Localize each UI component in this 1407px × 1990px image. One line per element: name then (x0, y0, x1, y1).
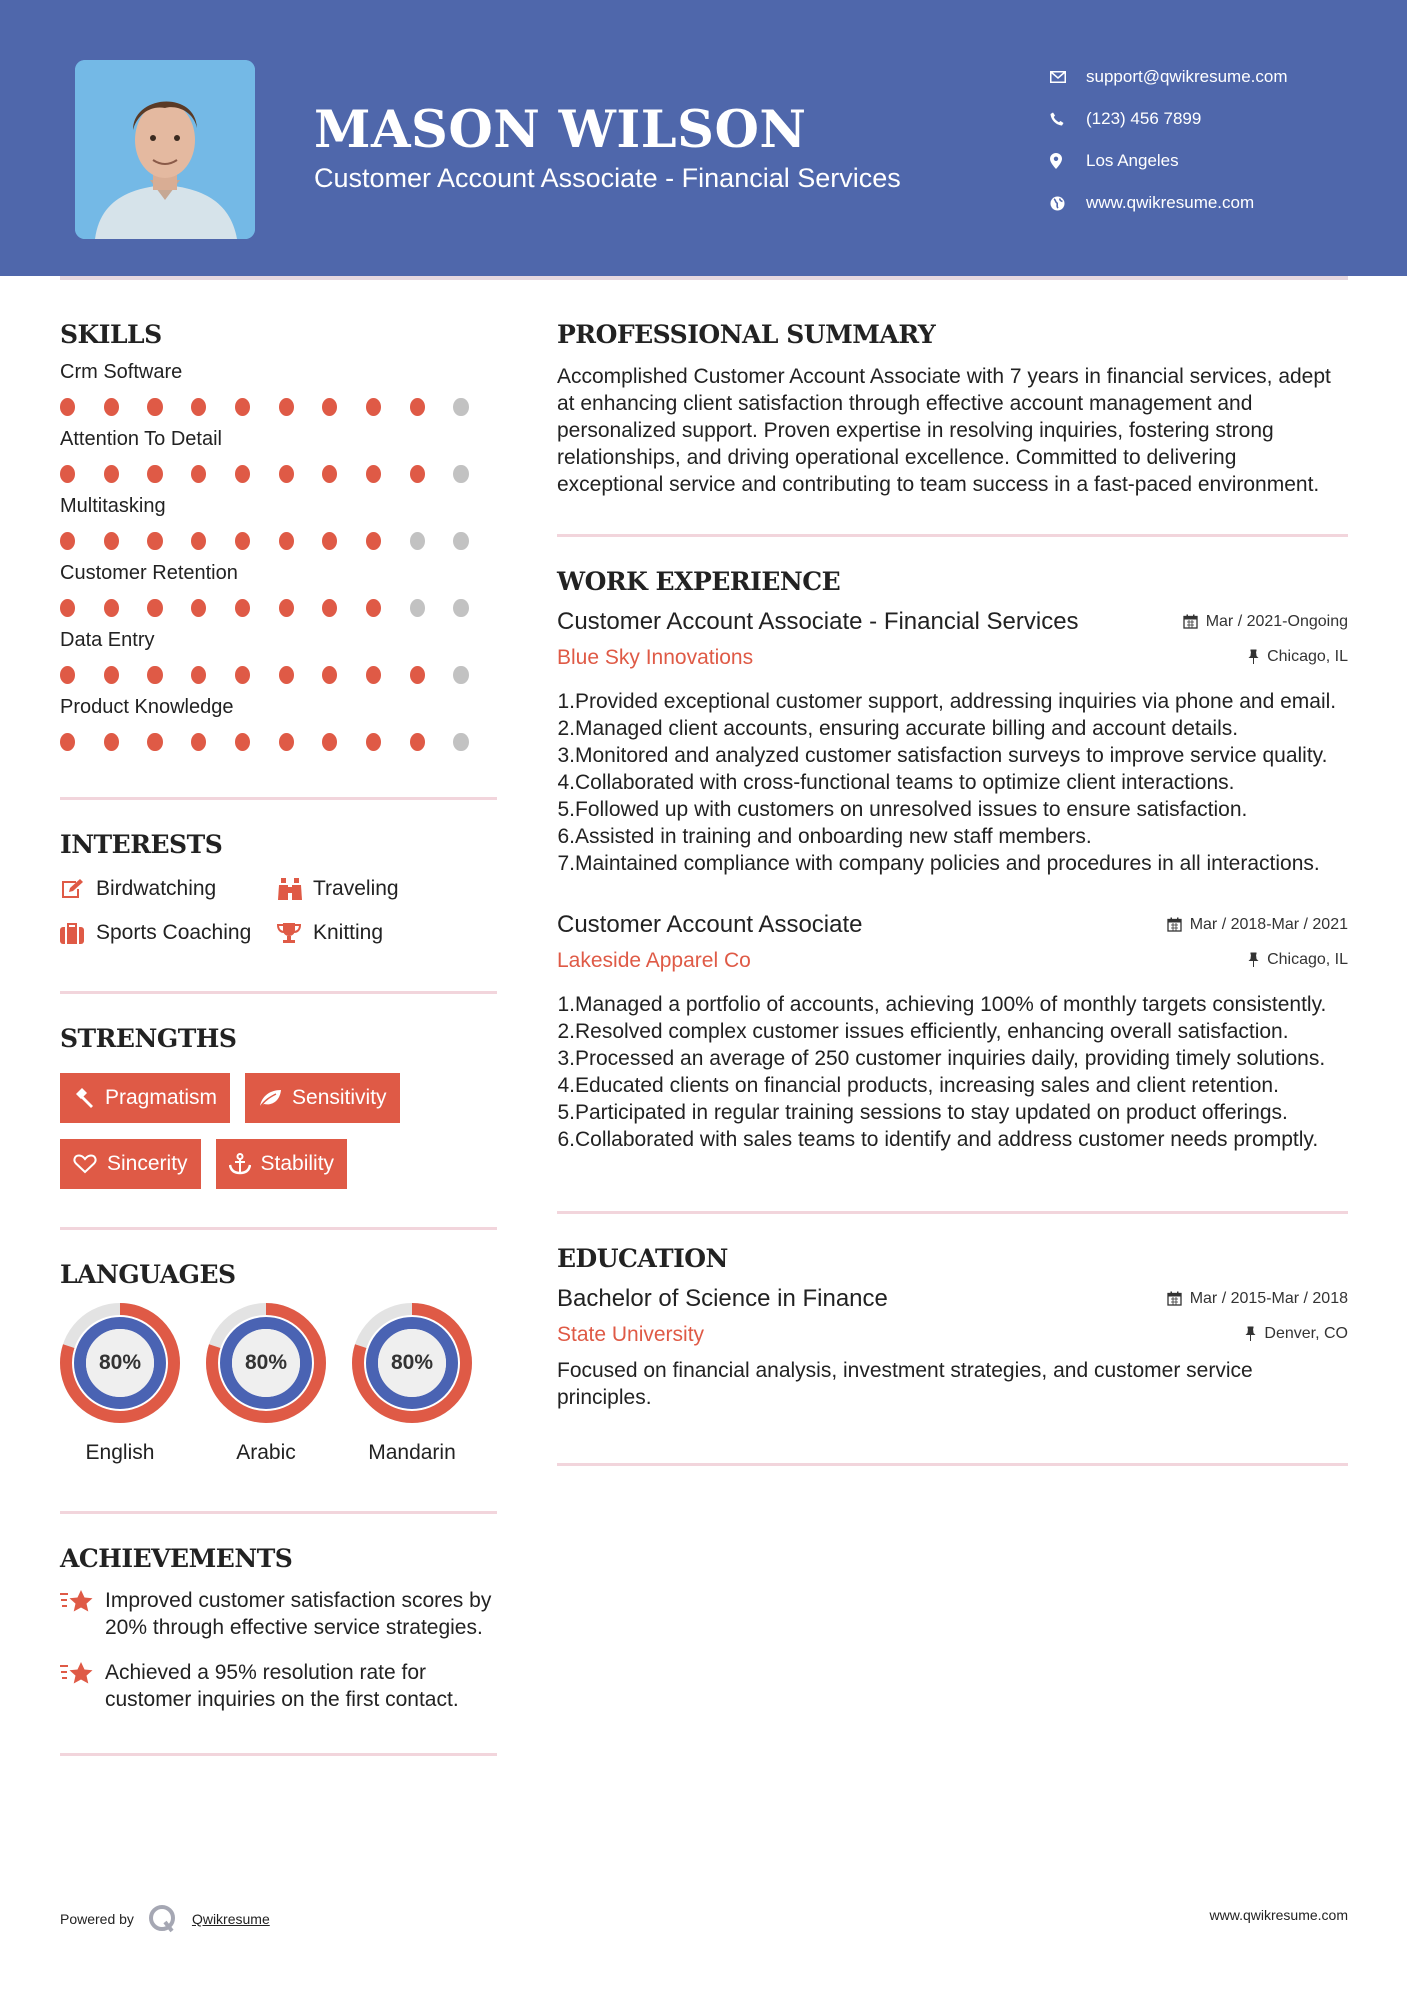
contact-email-text: support@qwikresume.com (1086, 67, 1288, 86)
section-divider (60, 1511, 497, 1514)
heart-icon (73, 1154, 97, 1174)
summary-section (557, 320, 1348, 498)
skill-name: Crm Software (60, 361, 183, 383)
phone-icon (1050, 112, 1086, 126)
contact-location (1050, 140, 1288, 182)
language-item (352, 1303, 472, 1465)
contact-list (1050, 56, 1288, 224)
job-bullet (557, 1072, 1348, 1099)
contact-location-text: Los Angeles (1086, 151, 1179, 170)
strength-label: Sensitivity (292, 1086, 387, 1109)
skill-dot (279, 733, 294, 751)
achievement-item (60, 1587, 497, 1641)
left-column (60, 320, 497, 1756)
skill-dot (453, 398, 468, 416)
interests-section (60, 830, 497, 945)
bullet-number: 3. (557, 744, 575, 767)
contact-website-text: www.qwikresume.com (1086, 193, 1255, 212)
skill-dot (104, 465, 119, 483)
language-percent: 80% (390, 1351, 434, 1374)
bullet-number: 4. (557, 771, 575, 794)
skill-item (60, 629, 497, 684)
language-item (60, 1303, 180, 1465)
skill-dot (147, 733, 162, 751)
skill-rating (60, 666, 497, 684)
skill-dot (147, 465, 162, 483)
skill-dot (104, 532, 119, 550)
skill-dot (453, 666, 468, 684)
skill-dot (322, 666, 337, 684)
candidate-name: MASON WILSON (314, 100, 807, 160)
bullet-number: 5. (557, 798, 575, 821)
interest-label: Birdwatching (96, 877, 217, 900)
skill-dot (410, 465, 425, 483)
job-bullet (557, 1099, 1348, 1126)
pushpin-icon (1245, 1326, 1256, 1341)
skill-dot (104, 666, 119, 684)
language-percent: 80% (244, 1351, 288, 1374)
job-bullet (557, 991, 1348, 1018)
bullet-text: Resolved complex customer issues efficiently, enhancing overall satisfaction. (575, 1020, 1289, 1043)
skill-dot (191, 733, 206, 751)
strength-badge (60, 1073, 230, 1123)
skill-item (60, 495, 497, 550)
interests-list (60, 877, 497, 945)
skill-dot (410, 666, 425, 684)
strength-label: Stability (260, 1152, 335, 1175)
skill-name: Data Entry (60, 629, 155, 651)
skill-dot (235, 666, 250, 684)
trophy-icon (277, 922, 313, 944)
strengths-section (60, 1024, 497, 1189)
education-location-text: Denver, CO (1264, 1324, 1348, 1342)
pushpin-icon (1248, 649, 1259, 664)
achievement-item (60, 1659, 497, 1713)
skill-dot (191, 599, 206, 617)
skill-rating (60, 733, 497, 751)
achievements-section (60, 1544, 497, 1713)
job-location-text: Chicago, IL (1267, 647, 1348, 665)
gavel-icon (73, 1087, 95, 1109)
skill-dot (322, 599, 337, 617)
skill-dot (366, 398, 381, 416)
section-title-education: EDUCATION (557, 1244, 728, 1273)
skill-dot (366, 465, 381, 483)
job-bullet (557, 769, 1348, 796)
bullet-text: Educated clients on financial products, increasing sales and client retention. (575, 1074, 1279, 1097)
bullet-text: Participated in regular training sessions to stay updated on product offerings. (575, 1101, 1288, 1124)
skill-dot (60, 532, 75, 550)
skill-dot (60, 599, 75, 617)
language-percent: 80% (98, 1351, 142, 1374)
section-title-achievements: ACHIEVEMENTS (60, 1544, 293, 1573)
section-divider (60, 797, 497, 800)
bullet-text: Managed a portfolio of accounts, achieving 100% of monthly targets consistently. (575, 993, 1327, 1016)
job-header (557, 911, 1348, 939)
job-bullet (557, 715, 1348, 742)
skill-dot (410, 599, 425, 617)
job-dates (1183, 613, 1348, 631)
section-divider (557, 534, 1348, 537)
contact-email[interactable] (1050, 56, 1288, 98)
job-bullet (557, 796, 1348, 823)
bullet-number: 1. (557, 993, 575, 1016)
map-marker-icon (1050, 153, 1086, 169)
calendar-icon (1183, 614, 1198, 629)
skill-dot (453, 465, 468, 483)
globe-icon (1050, 196, 1086, 211)
language-donut (206, 1303, 326, 1423)
job-subheader (557, 646, 1348, 670)
skill-dot (279, 599, 294, 617)
section-title-strengths: STRENGTHS (60, 1024, 237, 1053)
job-location-text: Chicago, IL (1267, 950, 1348, 968)
powered-by-label: Powered by (60, 1911, 134, 1927)
skill-dot (279, 465, 294, 483)
skill-dot (235, 599, 250, 617)
job-entry (557, 911, 1348, 1153)
footer-website[interactable]: www.qwikresume.com (1209, 1907, 1348, 1923)
skill-item (60, 562, 497, 617)
right-column (557, 320, 1348, 1466)
skill-rating (60, 398, 497, 416)
bullet-number: 2. (557, 717, 575, 740)
star-icon (60, 1659, 105, 1713)
skill-dot (279, 398, 294, 416)
bullet-text: Processed an average of 250 customer inquiries daily, providing timely solutions. (575, 1047, 1326, 1070)
section-divider (60, 991, 497, 994)
contact-phone-text: (123) 456 7899 (1086, 109, 1202, 128)
skill-dot (322, 465, 337, 483)
education-dates-text: Mar / 2015-Mar / 2018 (1189, 1289, 1348, 1307)
skill-dot (235, 532, 250, 550)
company-name: Blue Sky Innovations (557, 646, 754, 669)
achievement-text: Achieved a 95% resolution rate for customer inquiries on the first contact. (105, 1661, 459, 1711)
bullet-number: 6. (557, 1128, 575, 1151)
interest-item (60, 877, 277, 901)
section-title-summary: PROFESSIONAL SUMMARY (557, 320, 936, 349)
pushpin-icon (1248, 952, 1259, 967)
skill-rating (60, 532, 497, 550)
summary-text: Accomplished Customer Account Associate with 7 years in financial services, adept at enhancing client satisfaction through effective account management and personalized support. Proven expertise in resolving inquiries, fostering strong relationships, and driving operational excellence. Committed to delivering exceptional service and contributing to team success in a fast-paced environment. (557, 365, 1331, 496)
skill-name: Customer Retention (60, 562, 238, 584)
skill-dot (410, 398, 425, 416)
bullet-number: 2. (557, 1020, 575, 1043)
interest-item (277, 921, 477, 945)
education-dates (1167, 1290, 1348, 1308)
job-title: Customer Account Associate (557, 911, 863, 938)
bullet-text: Managed client accounts, ensuring accurate billing and account details. (575, 717, 1239, 740)
bullet-number: 3. (557, 1047, 575, 1070)
skill-item (60, 696, 497, 751)
skill-dot (147, 666, 162, 684)
skill-dot (104, 398, 119, 416)
anchor-icon (229, 1153, 251, 1175)
job-location (1248, 648, 1348, 666)
skill-dot (322, 733, 337, 751)
bullet-text: Collaborated with cross-functional teams to optimize client interactions. (575, 771, 1235, 794)
bullet-text: Assisted in training and onboarding new staff members. (575, 825, 1092, 848)
languages-section (60, 1260, 497, 1465)
skill-name: Multitasking (60, 495, 166, 517)
leaf-icon (258, 1088, 282, 1108)
education-header (557, 1285, 1348, 1313)
interest-label: Knitting (313, 921, 384, 944)
skill-dot (279, 666, 294, 684)
education-section (557, 1244, 1348, 1411)
job-dates-text: Mar / 2018-Mar / 2021 (1189, 915, 1348, 933)
bullet-number: 7. (557, 852, 575, 875)
skill-dot (147, 599, 162, 617)
skill-dot (366, 666, 381, 684)
bullet-text: Followed up with customers on unresolved issues to ensure satisfaction. (575, 798, 1248, 821)
job-bullet (557, 1126, 1348, 1153)
skill-dot (191, 465, 206, 483)
job-bullet (557, 1045, 1348, 1072)
skill-dot (60, 398, 75, 416)
education-location (1245, 1325, 1348, 1343)
skill-dot (191, 398, 206, 416)
degree-title: Bachelor of Science in Finance (557, 1285, 888, 1312)
contact-phone[interactable] (1050, 98, 1288, 140)
contact-website[interactable] (1050, 182, 1288, 224)
skill-name: Product Knowledge (60, 696, 234, 718)
skill-dot (453, 733, 468, 751)
bullet-number: 1. (557, 690, 575, 713)
skill-item (60, 361, 497, 416)
skills-list (60, 361, 497, 751)
language-name: Mandarin (368, 1441, 456, 1464)
experience-section (557, 567, 1348, 1153)
section-title-interests: INTERESTS (60, 830, 223, 859)
job-bullet (557, 688, 1348, 715)
section-divider (60, 1227, 497, 1230)
candidate-title: Customer Account Associate - Financial Services (314, 163, 901, 193)
edit-icon (60, 878, 96, 900)
skill-dot (191, 666, 206, 684)
bullet-text: Provided exceptional customer support, addressing inquiries via phone and email. (575, 690, 1337, 713)
skill-rating (60, 465, 497, 483)
section-divider (557, 1211, 1348, 1214)
resume-header (0, 0, 1407, 276)
skill-dot (235, 398, 250, 416)
skill-dot (366, 532, 381, 550)
skill-dot (279, 532, 294, 550)
skill-dot (104, 733, 119, 751)
skill-dot (453, 532, 468, 550)
company-name: Lakeside Apparel Co (557, 949, 751, 972)
skill-dot (453, 599, 468, 617)
bullet-text: Monitored and analyzed customer satisfaction surveys to improve service quality. (575, 744, 1328, 767)
strengths-list (60, 1073, 490, 1189)
strength-badge (60, 1139, 201, 1189)
calendar-icon (1167, 1291, 1182, 1306)
skill-item (60, 428, 497, 483)
qwikresume-logo-icon (148, 1904, 178, 1934)
strength-label: Pragmatism (105, 1086, 218, 1109)
skill-dot (235, 465, 250, 483)
skill-dot (60, 733, 75, 751)
section-divider (60, 1753, 497, 1756)
language-donut (60, 1303, 180, 1423)
interest-item (60, 921, 277, 945)
job-header (557, 608, 1348, 636)
interest-item (277, 877, 477, 901)
interest-label: Sports Coaching (96, 921, 252, 944)
skill-dot (410, 532, 425, 550)
binoculars-icon (277, 877, 313, 901)
footer-powered-by (60, 1904, 270, 1934)
job-bullet (557, 823, 1348, 850)
envelope-icon (1050, 71, 1086, 83)
skills-section (60, 320, 497, 751)
language-name: Arabic (236, 1441, 296, 1464)
language-name: English (85, 1441, 155, 1464)
job-bullets (557, 688, 1348, 877)
job-bullet (557, 742, 1348, 769)
header-divider (60, 276, 1348, 280)
section-divider (557, 1463, 1348, 1466)
skill-dot (104, 599, 119, 617)
section-title-languages: LANGUAGES (60, 1260, 236, 1289)
calendar-icon (1167, 917, 1182, 932)
strength-badge (216, 1139, 348, 1189)
skill-dot (191, 532, 206, 550)
job-location (1248, 951, 1348, 969)
interest-label: Traveling (313, 877, 399, 900)
skill-dot (366, 599, 381, 617)
skill-dot (322, 398, 337, 416)
strength-badge (245, 1073, 400, 1123)
briefcase-icon (60, 922, 96, 944)
job-entry (557, 608, 1348, 877)
skill-dot (60, 666, 75, 684)
section-title-experience: WORK EXPERIENCE (557, 567, 841, 596)
skill-dot (147, 398, 162, 416)
skill-name: Attention To Detail (60, 428, 222, 450)
bullet-number: 4. (557, 1074, 575, 1097)
education-subheader (557, 1323, 1348, 1347)
skill-dot (235, 733, 250, 751)
job-subheader (557, 949, 1348, 973)
profile-photo (75, 60, 255, 239)
achievement-text: Improved customer satisfaction scores by 20% through effective service strategies. (105, 1589, 492, 1639)
bullet-number: 5. (557, 1101, 575, 1124)
bullet-text: Maintained compliance with company policies and procedures in all interactions. (575, 852, 1320, 875)
job-dates-text: Mar / 2021-Ongoing (1205, 612, 1348, 630)
job-bullet (557, 1018, 1348, 1045)
bullet-text: Collaborated with sales teams to identify and address customer needs promptly. (575, 1128, 1319, 1151)
language-item (206, 1303, 326, 1465)
education-description: Focused on financial analysis, investment strategies, and customer service principles. (557, 1359, 1253, 1409)
section-title-skills: SKILLS (60, 320, 162, 349)
strength-label: Sincerity (107, 1152, 188, 1175)
skill-dot (60, 465, 75, 483)
job-title: Customer Account Associate - Financial Services (557, 608, 1079, 635)
skill-dot (410, 733, 425, 751)
skill-dot (366, 733, 381, 751)
languages-list (60, 1303, 497, 1465)
language-donut (352, 1303, 472, 1423)
school-name: State University (557, 1323, 705, 1346)
job-bullet (557, 850, 1348, 877)
job-dates (1167, 916, 1348, 934)
bullet-number: 6. (557, 825, 575, 848)
skill-rating (60, 599, 497, 617)
skill-dot (322, 532, 337, 550)
qwikresume-link[interactable]: Qwikresume (191, 1911, 270, 1927)
star-icon (60, 1587, 105, 1641)
skill-dot (147, 532, 162, 550)
job-bullets (557, 991, 1348, 1153)
